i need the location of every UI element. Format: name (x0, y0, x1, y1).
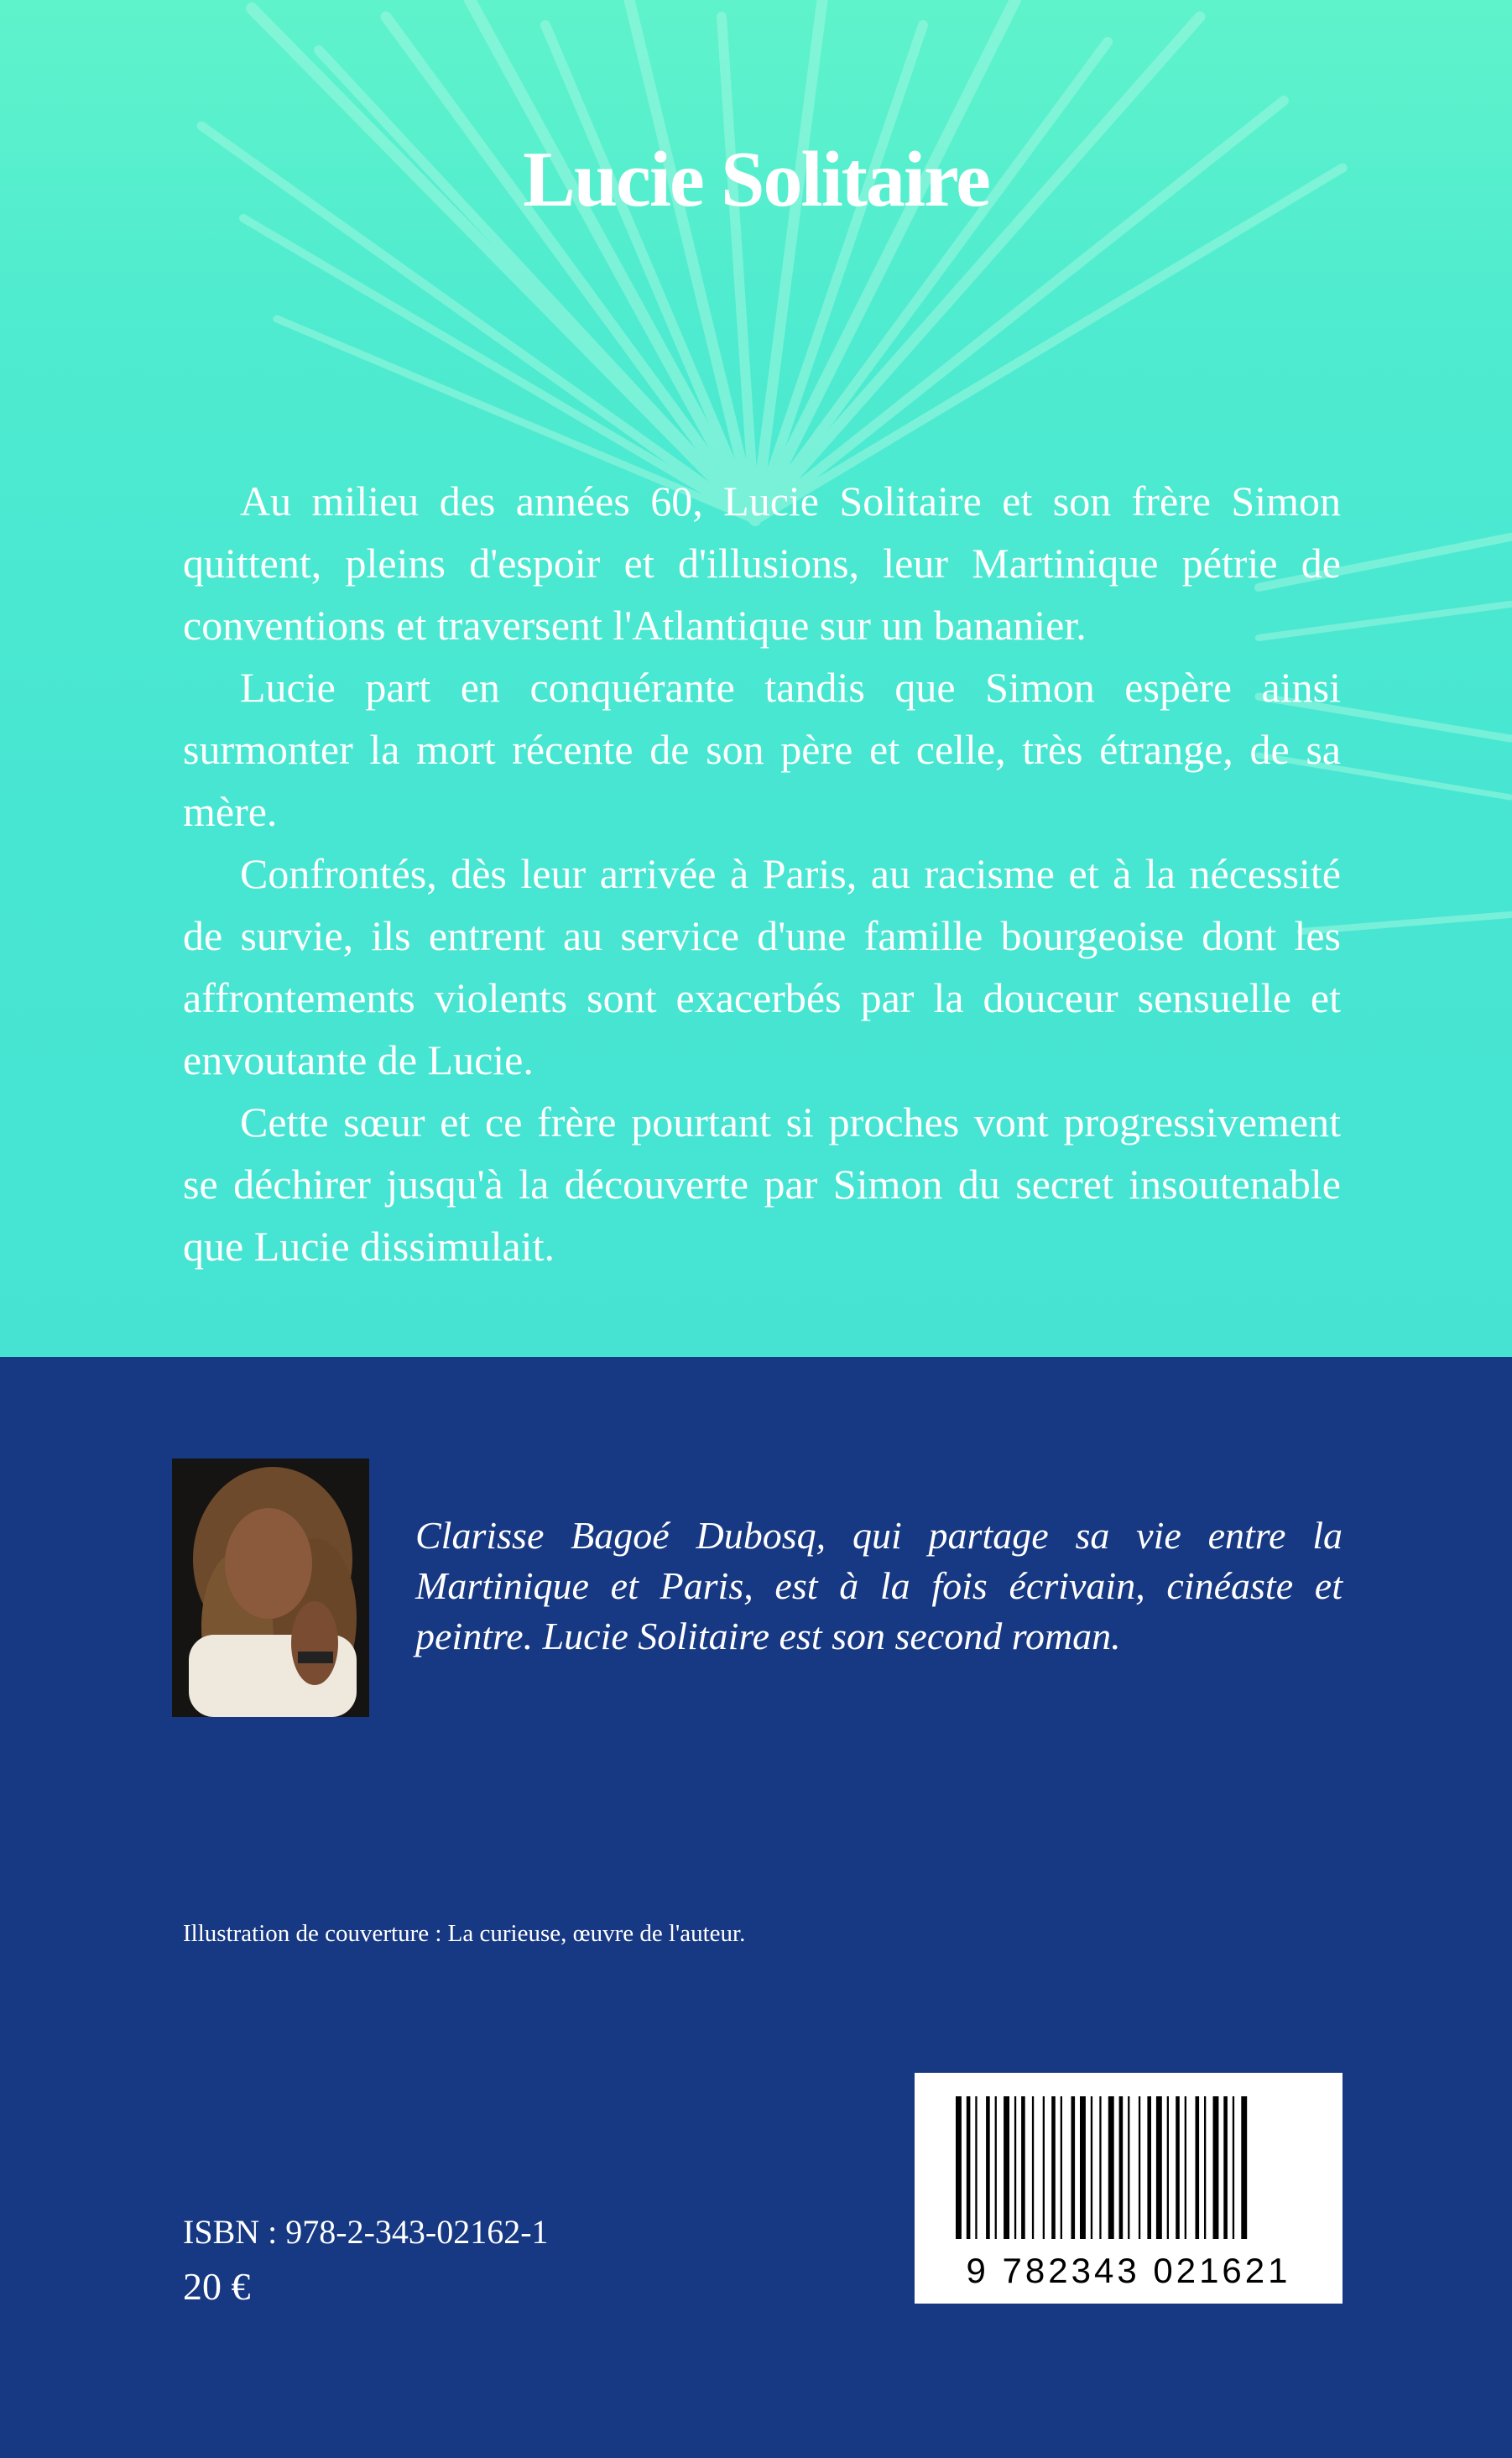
author-bio: Clarisse Bagoé Dubosq, qui partage sa vie entre la Martinique et Paris, est à la fois écrivain, cinéaste et peintre. Lucie Solitaire est son second roman. (415, 1514, 1343, 1657)
illustration-credit: Illustration de couverture : La curieuse, œuvre de l'auteur. (183, 1920, 746, 1947)
synopsis-paragraph: Au milieu des années 60, Lucie Solitaire et son frère Simon quittent, pleins d'espoir et d'illusions, leur Martinique pétrie de conventions et traversent l'Atlantique sur un bananier. (183, 478, 1341, 649)
synopsis-paragraph: Lucie part en conquérante tandis que Simon espère ainsi surmonter la mort récente de son père et celle, très étrange, de sa mère. (183, 664, 1341, 835)
book-title: Lucie Solitaire (523, 136, 989, 223)
author-photo (172, 1459, 369, 1717)
price: 20 € (183, 2265, 251, 2308)
synopsis-text (183, 470, 1341, 1277)
barcode-number: 9 782343 021621 (966, 2251, 1291, 2290)
synopsis-paragraph: Confrontés, dès leur arrivée à Paris, au racisme et à la nécessité de survie, ils entrent au service d'une famille bourgeoise dont les affrontements violents sont exacerbés par la douceur sensuelle et envoutante de Lucie. (183, 850, 1341, 1083)
synopsis-paragraph: Cette sœur et ce frère pourtant si proches vont progressivement se déchirer jusqu'à la découverte par Simon du secret insoutenable que Lucie dissimulait. (183, 1099, 1341, 1270)
isbn: ISBN : 978-2-343-02162-1 (183, 2213, 549, 2251)
barcode (915, 2073, 1343, 2304)
barcode-bars (952, 2096, 1305, 2260)
